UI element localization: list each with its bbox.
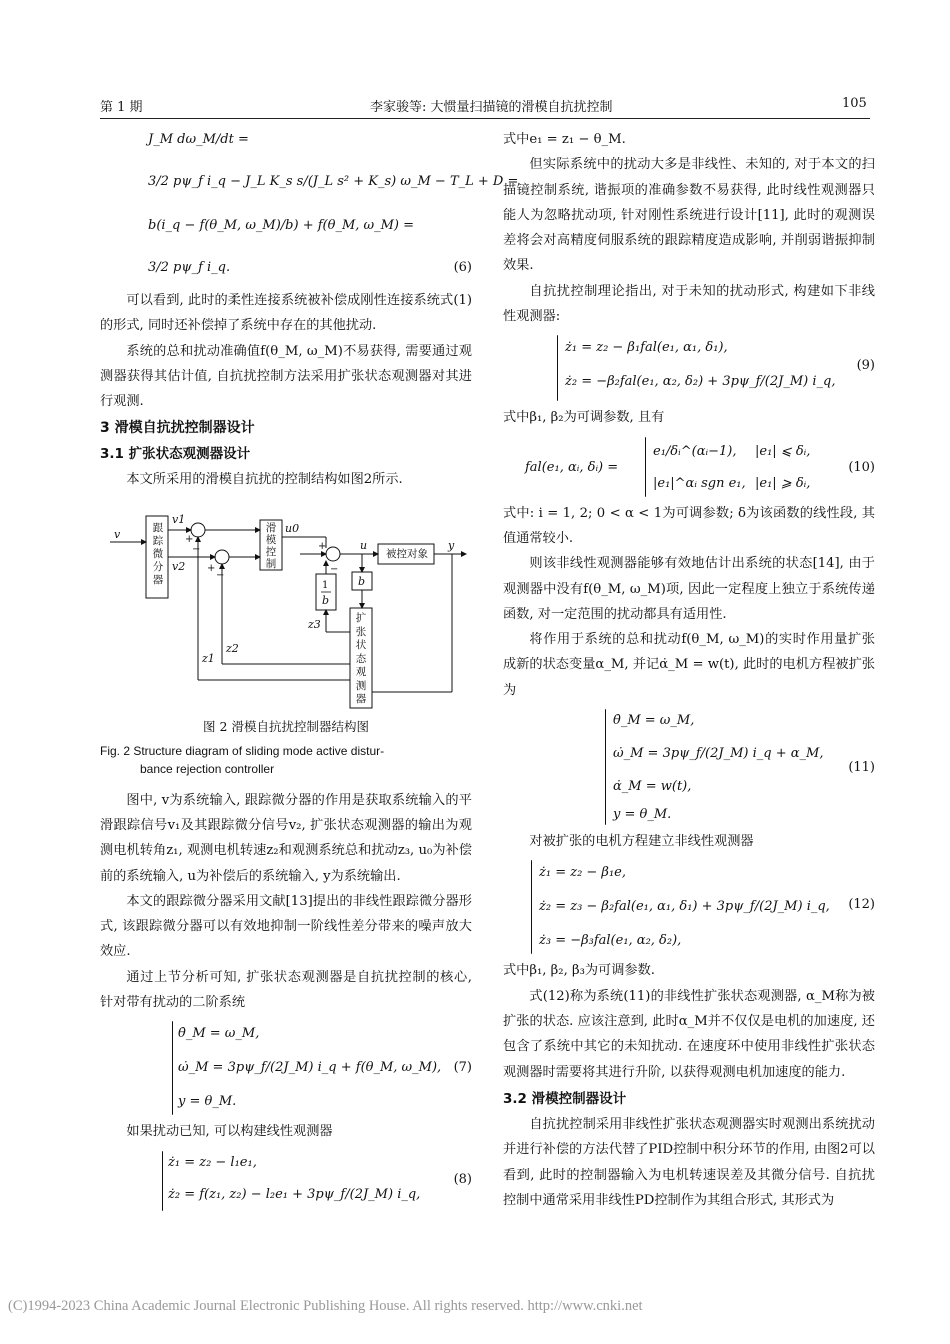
left-column [100, 120, 519, 1215]
paragraph: 则该非线性观测器能够有效地估计出系统的状态[14], 由于观测器中没有f(θ_M, ω_M)项, 因此一定程度上独立于系统传递函数, 对一定范围的扰动都具有适用性. [503, 556, 875, 622]
eq10-number: (10) [848, 459, 875, 475]
sign-plus-2: + [207, 563, 216, 575]
subsection-heading-3-2: 3.2 滑模控制器设计 [503, 1090, 627, 1107]
equation-6: J_M dω_M/dt = 3/2 pψ_f i_q − J_L K_s s/(J_L s² + K_s) ω_M − T_L + D = b(i_q − f(θ_M, ω_M)/b) + f(θ_M, ω_M) = 3/2 pψ_f i_q. (6) [100, 120, 472, 288]
equation-10: fal(e₁, αᵢ, δᵢ) = e₁/δᵢ^(αᵢ−1), |e₁| ⩽ δᵢ, |e₁|^αᵢ sgn e₁, |e₁| ⩾ δᵢ, (10) [503, 433, 875, 501]
eq6-number: (6) [453, 259, 472, 275]
paragraph: 对被扩张的电机方程建立非线性观测器 [529, 834, 754, 850]
label-inv-b-den: b [322, 594, 330, 608]
summing-junction-2 [215, 550, 229, 564]
paragraph: 自抗扰控制采用非线性扩张状态观测器实时观测出系统扰动并进行补偿的方法代替了PID控制中积分环节的作用, 由图2可以看到, 此时的控制器输入为电机转速误差及其微分信号. 自抗扰控制中通常采用非线性PD控制作为其组合形式, 其形式为 [503, 1117, 875, 1209]
eso-label: 扩张状态观测器 [355, 612, 367, 706]
section-heading-3: 3 滑模自抗扰控制器设计 [100, 420, 255, 437]
label-b: b [358, 575, 366, 589]
paragraph: 但实际系统中的扰动大多是非线性、未知的, 对于本文的扫描镜控制系统, 谐振项的准确参数不易获得, 此时线性观测器只能人为忽略扰动项, 针对刚性系统进行设计[11], 此时的观测误差将会对高精度伺服系统的跟踪精度造成影响, 并削弱谐振抑制效果. [503, 157, 875, 274]
sign-plus-3: + [318, 541, 327, 553]
label-v: v [114, 528, 121, 542]
td-label: 跟踪微分器 [152, 522, 164, 587]
equation-7: θ̇_M = ω_M, ω̇_M = 3pψ_f/(2J_M) i_q + f(θ_M, ω_M), y = θ_M. (7) [100, 1019, 472, 1119]
summing-junction-3 [326, 547, 340, 561]
sign-minus-2: − [216, 570, 225, 582]
paragraph: 式(12)称为系统(11)的非线性扩张状态观测器, α_M称为被扩张的状态. 应该注意到, 此时α_M并不仅仅是电机的加速度, 还包含了系统中其它的未知扰动. 在速度环中使用非线性扩张状态观测器时需要将其进行升阶, 以获得观测电机加速度的能力. [503, 988, 875, 1080]
figure-caption-en-1: Fig. 2 Structure diagram of sliding mode active distur- [100, 743, 385, 758]
copyright-footer: (C)1994-2023 China Academic Journal Electronic Publishing House. All rights reserved. http://www.cnki.net [8, 1298, 643, 1314]
figure-2 [100, 492, 472, 710]
paragraph: 自抗扰控制理论指出, 对于未知的扰动形式, 构建如下非线性观测器: [503, 283, 875, 325]
sign-minus-3: − [330, 564, 339, 576]
paragraph: 式中: i = 1, 2; 0 < α < 1为可调参数; δ为该函数的线性段, 其值通常较小. [503, 505, 875, 546]
header-running-title: 李家骏等: 大惯量扫描镜的滑模自抗扰控制 [370, 100, 613, 115]
paragraph: 本文所采用的滑模自抗扰的控制结构如图2所示. [126, 472, 403, 488]
label-y: y [448, 539, 455, 553]
paragraph: 式中β₁, β₂, β₃为可调参数. [503, 963, 656, 979]
label-v2: v2 [172, 560, 186, 574]
label-z2: z2 [226, 642, 239, 656]
paragraph: 本文的跟踪微分器采用文献[13]提出的非线性跟踪微分器形式, 该跟踪微分器可以有效地抑制一阶线性差分带来的噪声放大效应. [100, 893, 472, 960]
eq9-number: (9) [856, 358, 875, 374]
figure-caption-en-2: bance rejection controller [140, 761, 275, 776]
equation-9: ż₁ = z₂ − β₁fal(e₁, α₁, δ₁), ż₂ = −β₂fal(e₁, α₂, δ₂) + 3pψ_f/(2J_M) i_q, (9) [503, 333, 875, 405]
header-rule [100, 118, 870, 119]
label-z3: z3 [308, 618, 321, 632]
paragraph: 式中e₁ = z₁ − θ_M. [503, 132, 626, 147]
figure-caption-cn: 图 2 滑模自抗扰控制器结构图 [203, 719, 369, 735]
paragraph: 图中, v为系统输入, 跟踪微分器的作用是获取系统输入的平滑跟踪信号v₁及其跟踪微分信号v₂, 扩张状态观测器的输出为观测电机转角z₁, 观测电机转速z₂和观测系统总和扰动z₃, u₀为补偿前的系统输入, u为补偿后的系统输入, y为系统输出. [100, 792, 472, 884]
paragraph: 如果扰动已知, 可以构建线性观测器 [126, 1124, 333, 1140]
plant-label: 被控对象 [386, 548, 428, 561]
label-inv-b-num: 1 [322, 580, 329, 592]
smc-label: 滑模控制 [265, 522, 277, 571]
paragraph: 将作用于系统的总和扰动f(θ_M, ω_M)的实时作用量扩张成新的状态变量α_M, 并记α̇_M = w(t), 此时的电机方程被扩张为 [503, 632, 875, 698]
equation-12: ż₁ = z₂ − β₁e, ż₂ = z₃ − β₂fal(e₁, α₁, δ₁) + 3pψ_f/(2J_M) i_q, ż₃ = −β₃fal(e₁, α₂, δ₂), (12) [503, 858, 875, 958]
equation-11: θ̇_M = ω_M, ω̇_M = 3pψ_f/(2J_M) i_q + α_M, α̇_M = w(t), y = θ_M. (11) [503, 707, 875, 829]
subsection-heading-3-1: 3.1 扩张状态观测器设计 [100, 445, 251, 462]
label-z1: z1 [202, 652, 215, 666]
eq12-number: (12) [848, 897, 875, 913]
label-u0: u0 [285, 522, 300, 536]
eq11-number: (11) [848, 760, 875, 776]
right-column [503, 127, 875, 1213]
eq8-number: (8) [453, 1171, 472, 1187]
label-u: u [360, 539, 368, 553]
eq7-number: (7) [453, 1060, 472, 1076]
header-issue: 第 1 期 [100, 100, 143, 115]
sign-plus-1: + [185, 534, 194, 546]
paragraph: 通过上节分析可知, 扩张状态观测器是自抗扰控制的核心, 针对带有扰动的二阶系统 [100, 969, 472, 1011]
header-page-number: 105 [842, 96, 867, 111]
paragraph: 系统的总和扰动准确值f(θ_M, ω_M)不易获得, 需要通过观测器获得其估计值, 自抗扰控制方法采用扩张状态观测器对其进行观测. [100, 343, 472, 410]
paragraph: 可以看到, 此时的柔性连接系统被补偿成刚性连接系统式(1)的形式, 同时还补偿掉了系统中存在的其他扰动. [100, 293, 472, 334]
equation-8: ż₁ = z₂ − l₁e₁, ż₂ = f(z₁, z₂) − l₂e₁ + 3pψ_f/(2J_M) i_q, (8) [100, 1149, 472, 1215]
label-v1: v1 [172, 513, 186, 527]
sign-minus-1: − [192, 544, 201, 556]
paragraph: 式中β₁, β₂为可调参数, 且有 [503, 410, 665, 426]
